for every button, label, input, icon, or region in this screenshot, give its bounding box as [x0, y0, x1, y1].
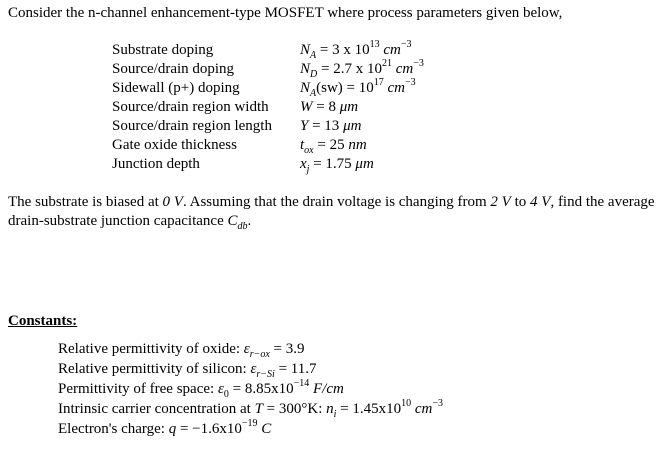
- param-value: $N_A = 3$ x $10^{13}$ $cm^{-3}$: [300, 39, 412, 61]
- param-label: Junction depth: [112, 156, 200, 172]
- param-label: Source/drain region width: [112, 99, 269, 115]
- constant-electron-charge: Electron's charge: $q = -1.6x10^{-19}$ C: [58, 418, 272, 437]
- constants-heading: Constants:: [8, 313, 78, 329]
- param-label: Source/drain doping: [112, 61, 235, 77]
- problem-statement: The substrate is biased at 0 V. Assuming that the drain voltage is changing from 2 V to 4 V, find the average drain-substrate junction capacitance $C_{db}$.: [8, 194, 655, 232]
- param-label: Sidewall (p+) doping: [112, 80, 240, 96]
- param-value: $x_j = 1.75$ μm: [300, 156, 374, 175]
- param-value: $N_A(sw) = 10^{17}$ $cm^{-3}$: [300, 77, 416, 99]
- param-value: W = 8 μm: [300, 99, 359, 115]
- param-label: Gate oxide thickness: [112, 137, 237, 153]
- constant-oxide-permittivity: Relative permittivity of oxide: $\varepsilon_{r-ox} = 3.9$: [58, 341, 305, 360]
- constant-intrinsic-carrier: Intrinsic carrier concentration at T = 300°K: $n_i = 1.45x10^{10}$ $cm^{-3}$: [58, 398, 444, 420]
- param-label: Source/drain region length: [112, 118, 272, 134]
- intro-text: Consider the n-channel enhancement-type MOSFET where process parameters given below,: [8, 5, 563, 21]
- constant-free-space-permittivity: Permittivity of free space: $\varepsilon_0 = 8.85x10^{-14}$ F/cm: [58, 378, 344, 400]
- constant-silicon-permittivity: Relative permittivity of silicon: $\varepsilon_{r-Si} = 11.7$: [58, 361, 317, 380]
- param-value: $t_{ox} = 25$ nm: [300, 137, 367, 156]
- param-label: Substrate doping: [112, 42, 214, 58]
- constants-list: [58, 340, 443, 440]
- param-value: $N_D = 2.7$ x $10^{21}$ $cm^{-3}$: [300, 58, 424, 80]
- param-value: Y = 13 μm: [300, 118, 362, 134]
